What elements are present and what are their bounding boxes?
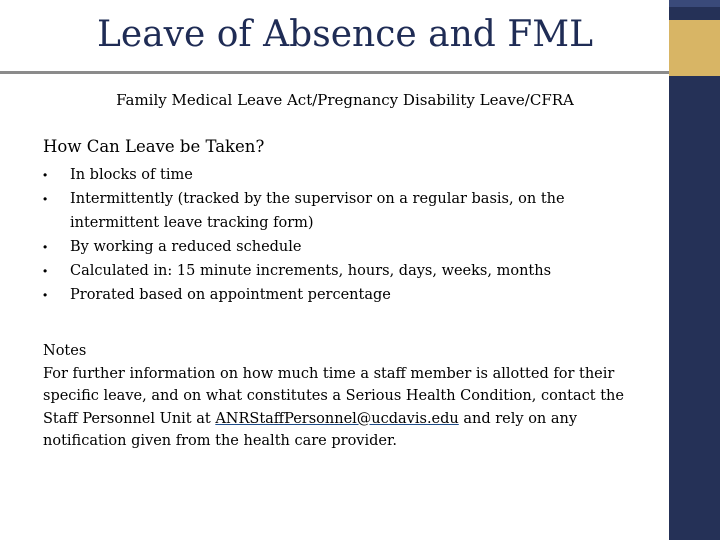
notes-body [43,363,643,453]
bullet-item: • Prorated based on appointment percentage [43,283,643,307]
notes-text-before-link: For further information on how much time a staff member is allotted for their specific leave, and on what constitutes a Serious Health Condition, contact the Staff Personnel Unit at [43,365,624,427]
notes-text-after-link: and rely on any notification given from the health care provider. [43,410,578,449]
bullet-item: • Intermittently (tracked by the supervisor on a regular basis, on the intermittent leave tracking form) [43,187,643,235]
slide-title: Leave of Absence and FML [96,14,593,55]
bullet-list [43,163,643,307]
bullet-item: • Calculated in: 15 minute increments, hours, days, weeks, months [43,259,643,283]
sidebar-band [669,0,720,540]
email-link[interactable]: ANRStaffPersonnel@ucdavis.edu [215,410,459,427]
bullet-item: • By working a reduced schedule [43,235,643,259]
bullet-item: • In blocks of time [43,163,643,187]
notes-section [43,340,643,453]
title-divider [0,71,669,74]
slide-subtitle: Family Medical Leave Act/Pregnancy Disability Leave/CFRA [116,91,574,109]
sidebar-top-accent [669,0,720,7]
section-heading: How Can Leave be Taken? [43,137,265,156]
notes-heading: Notes [43,343,87,359]
